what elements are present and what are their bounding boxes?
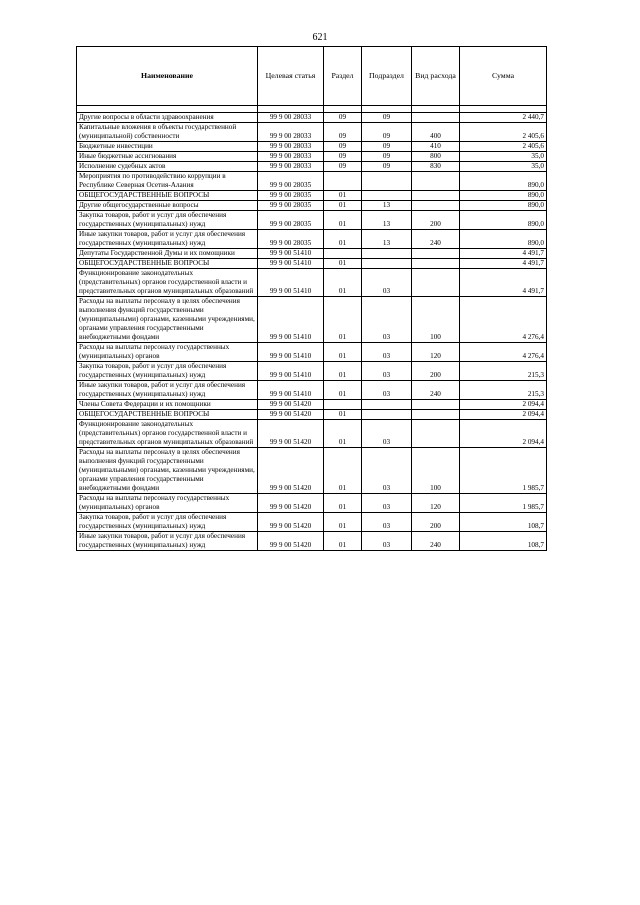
cell-sum: 215,3 — [460, 381, 547, 400]
spacer-cell — [460, 106, 547, 113]
cell-section: 09 — [324, 152, 362, 162]
cell-name: Закупка товаров, работ и услуг для обеспечения государственных (муниципальных) нужд — [77, 211, 258, 230]
table-row — [77, 362, 547, 381]
cell-sum: 2 440,7 — [460, 113, 547, 123]
table-row — [77, 420, 547, 448]
spacer-cell — [362, 106, 412, 113]
cell-subsection: 13 — [362, 230, 412, 249]
cell-kind — [412, 259, 460, 269]
cell-name: Расходы на выплаты персоналу государственных (муниципальных) органов — [77, 494, 258, 513]
table-row — [77, 172, 547, 191]
cell-name: Закупка товаров, работ и услуг для обеспечения государственных (муниципальных) нужд — [77, 362, 258, 381]
cell-name: Мероприятия по противодействию коррупции в Республике Северная Осетия-Алания — [77, 172, 258, 191]
table-row — [77, 381, 547, 400]
cell-subsection: 03 — [362, 362, 412, 381]
cell-subsection: 03 — [362, 494, 412, 513]
cell-subsection — [362, 400, 412, 410]
cell-name: Функционирование законодательных (представительных) органов государственной власти и представительных органов муниципальных образований — [77, 420, 258, 448]
cell-name: Расходы на выплаты персоналу в целях обеспечения выполнения функций государственными (муниципальными) органами, казенными учреждениями, органами управления государственными внебюджетными фондами — [77, 448, 258, 494]
cell-sum: 35,0 — [460, 152, 547, 162]
cell-subsection: 03 — [362, 532, 412, 551]
cell-subsection: 03 — [362, 381, 412, 400]
cell-section: 09 — [324, 142, 362, 152]
cell-kind: 200 — [412, 211, 460, 230]
cell-target: 99 9 00 51410 — [258, 269, 324, 297]
cell-kind: 410 — [412, 142, 460, 152]
cell-section: 01 — [324, 532, 362, 551]
cell-sum: 890,0 — [460, 172, 547, 191]
cell-name: Другие вопросы в области здравоохранения — [77, 113, 258, 123]
cell-section — [324, 400, 362, 410]
cell-sum: 4 491,7 — [460, 269, 547, 297]
cell-section — [324, 249, 362, 259]
cell-section: 09 — [324, 123, 362, 142]
cell-section — [324, 172, 362, 191]
cell-section: 01 — [324, 269, 362, 297]
cell-target: 99 9 00 28033 — [258, 142, 324, 152]
table-row — [77, 269, 547, 297]
cell-sum: 890,0 — [460, 191, 547, 201]
cell-sum: 35,0 — [460, 162, 547, 172]
cell-name: Расходы на выплаты персоналу в целях обеспечения выполнения функций государственными (муниципальными) органами, казенными учреждениями, органами управления государственными внебюджетными фондами — [77, 297, 258, 343]
cell-kind: 240 — [412, 532, 460, 551]
cell-target: 99 9 00 28033 — [258, 123, 324, 142]
table-row — [77, 249, 547, 259]
cell-target: 99 9 00 28035 — [258, 211, 324, 230]
cell-section: 01 — [324, 448, 362, 494]
cell-kind — [412, 420, 460, 448]
cell-target: 99 9 00 51420 — [258, 410, 324, 420]
cell-name: Закупка товаров, работ и услуг для обеспечения государственных (муниципальных) нужд — [77, 513, 258, 532]
cell-subsection — [362, 259, 412, 269]
cell-sum: 2 094,4 — [460, 420, 547, 448]
cell-kind: 240 — [412, 381, 460, 400]
cell-target: 99 9 00 51420 — [258, 448, 324, 494]
cell-section: 01 — [324, 230, 362, 249]
cell-section: 01 — [324, 420, 362, 448]
cell-name: ОБЩЕГОСУДАРСТВЕННЫЕ ВОПРОСЫ — [77, 191, 258, 201]
cell-subsection: 09 — [362, 152, 412, 162]
cell-sum: 2 405,6 — [460, 142, 547, 152]
cell-target: 99 9 00 51420 — [258, 532, 324, 551]
cell-section: 01 — [324, 343, 362, 362]
cell-name: ОБЩЕГОСУДАРСТВЕННЫЕ ВОПРОСЫ — [77, 259, 258, 269]
cell-target: 99 9 00 51410 — [258, 362, 324, 381]
header-section: Раздел — [324, 47, 362, 106]
cell-subsection — [362, 249, 412, 259]
table-header — [77, 47, 547, 106]
cell-target: 99 9 00 28035 — [258, 230, 324, 249]
header-target: Целевая статья — [258, 47, 324, 106]
cell-section: 01 — [324, 201, 362, 211]
cell-sum: 4 276,4 — [460, 343, 547, 362]
cell-sum: 890,0 — [460, 201, 547, 211]
table-row — [77, 123, 547, 142]
cell-kind: 400 — [412, 123, 460, 142]
cell-kind: 240 — [412, 230, 460, 249]
cell-kind: 830 — [412, 162, 460, 172]
cell-kind: 120 — [412, 494, 460, 513]
cell-kind — [412, 201, 460, 211]
cell-target: 99 9 00 51420 — [258, 494, 324, 513]
cell-subsection: 03 — [362, 343, 412, 362]
table-row — [77, 142, 547, 152]
cell-kind — [412, 410, 460, 420]
spacer-cell — [77, 106, 258, 113]
cell-sum: 2 094,4 — [460, 400, 547, 410]
cell-section: 01 — [324, 297, 362, 343]
cell-subsection: 13 — [362, 201, 412, 211]
cell-section: 01 — [324, 513, 362, 532]
cell-target: 99 9 00 28033 — [258, 162, 324, 172]
header-subsection: Подраздел — [362, 47, 412, 106]
cell-target: 99 9 00 51410 — [258, 343, 324, 362]
cell-section: 01 — [324, 410, 362, 420]
spacer-cell — [324, 106, 362, 113]
cell-target: 99 9 00 51410 — [258, 381, 324, 400]
table-row — [77, 297, 547, 343]
cell-kind: 200 — [412, 362, 460, 381]
table-row — [77, 532, 547, 551]
cell-section: 09 — [324, 162, 362, 172]
cell-subsection: 09 — [362, 162, 412, 172]
cell-target: 99 9 00 51420 — [258, 420, 324, 448]
cell-name: Исполнение судебных актов — [77, 162, 258, 172]
cell-subsection: 03 — [362, 420, 412, 448]
cell-sum: 4 276,4 — [460, 297, 547, 343]
table-row — [77, 259, 547, 269]
cell-sum: 4 491,7 — [460, 249, 547, 259]
cell-kind: 120 — [412, 343, 460, 362]
cell-kind — [412, 249, 460, 259]
cell-name: Иные закупки товаров, работ и услуг для обеспечения государственных (муниципальных) нужд — [77, 230, 258, 249]
cell-kind: 200 — [412, 513, 460, 532]
spacer-cell — [412, 106, 460, 113]
cell-section: 01 — [324, 259, 362, 269]
cell-kind — [412, 400, 460, 410]
page-number: 621 — [312, 32, 328, 43]
cell-subsection: 03 — [362, 448, 412, 494]
spacer-cell — [258, 106, 324, 113]
cell-section: 01 — [324, 494, 362, 513]
cell-sum: 890,0 — [460, 230, 547, 249]
header-sum: Сумма — [460, 47, 547, 106]
cell-kind — [412, 172, 460, 191]
header-name: Наименование — [77, 47, 258, 106]
header-kind: Вид расхода — [412, 47, 460, 106]
cell-target: 99 9 00 28033 — [258, 113, 324, 123]
table-row — [77, 201, 547, 211]
cell-target: 99 9 00 51410 — [258, 259, 324, 269]
cell-section: 01 — [324, 381, 362, 400]
cell-sum: 890,0 — [460, 211, 547, 230]
cell-target: 99 9 00 28035 — [258, 201, 324, 211]
budget-table — [76, 46, 547, 551]
cell-sum: 1 985,7 — [460, 448, 547, 494]
cell-target: 99 9 00 51420 — [258, 400, 324, 410]
cell-kind: 100 — [412, 297, 460, 343]
cell-kind — [412, 269, 460, 297]
cell-sum: 4 491,7 — [460, 259, 547, 269]
cell-subsection — [362, 172, 412, 191]
table-row — [77, 152, 547, 162]
cell-subsection: 03 — [362, 513, 412, 532]
spacer-row — [77, 106, 547, 113]
cell-name: Депутаты Государственной Думы и их помощники — [77, 249, 258, 259]
cell-subsection: 03 — [362, 269, 412, 297]
cell-subsection: 09 — [362, 142, 412, 152]
cell-target: 99 9 00 28035 — [258, 172, 324, 191]
cell-name: Иные закупки товаров, работ и услуг для обеспечения государственных (муниципальных) нужд — [77, 381, 258, 400]
cell-kind — [412, 191, 460, 201]
cell-name: ОБЩЕГОСУДАРСТВЕННЫЕ ВОПРОСЫ — [77, 410, 258, 420]
cell-sum: 215,3 — [460, 362, 547, 381]
cell-name: Бюджетные инвестиции — [77, 142, 258, 152]
table-row — [77, 162, 547, 172]
table-body — [77, 106, 547, 551]
table-row — [77, 494, 547, 513]
table-row — [77, 191, 547, 201]
table-row — [77, 513, 547, 532]
cell-sum: 2 405,6 — [460, 123, 547, 142]
cell-target: 99 9 00 28033 — [258, 152, 324, 162]
table-row — [77, 211, 547, 230]
cell-name: Иные закупки товаров, работ и услуг для обеспечения государственных (муниципальных) нужд — [77, 532, 258, 551]
cell-target: 99 9 00 51420 — [258, 513, 324, 532]
cell-subsection: 09 — [362, 113, 412, 123]
table-row — [77, 448, 547, 494]
cell-target: 99 9 00 28035 — [258, 191, 324, 201]
cell-sum: 2 094,4 — [460, 410, 547, 420]
cell-subsection — [362, 191, 412, 201]
table-row — [77, 410, 547, 420]
cell-section: 01 — [324, 211, 362, 230]
cell-section: 09 — [324, 113, 362, 123]
cell-kind: 100 — [412, 448, 460, 494]
cell-name: Капитальные вложения в объекты государственной (муниципальной) собственности — [77, 123, 258, 142]
cell-section: 01 — [324, 191, 362, 201]
cell-name: Члены Совета Федерации и их помощники — [77, 400, 258, 410]
cell-subsection: 09 — [362, 123, 412, 142]
cell-subsection: 13 — [362, 211, 412, 230]
cell-name: Иные бюджетные ассигнования — [77, 152, 258, 162]
cell-name: Другие общегосударственные вопросы — [77, 201, 258, 211]
table-row — [77, 230, 547, 249]
table-row — [77, 113, 547, 123]
cell-section: 01 — [324, 362, 362, 381]
cell-name: Функционирование законодательных (представительных) органов государственной власти и представительных органов муниципальных образований — [77, 269, 258, 297]
cell-target: 99 9 00 51410 — [258, 249, 324, 259]
cell-sum: 108,7 — [460, 513, 547, 532]
cell-sum: 1 985,7 — [460, 494, 547, 513]
cell-target: 99 9 00 51410 — [258, 297, 324, 343]
cell-kind — [412, 113, 460, 123]
cell-kind: 800 — [412, 152, 460, 162]
cell-sum: 108,7 — [460, 532, 547, 551]
table-row — [77, 400, 547, 410]
cell-subsection — [362, 410, 412, 420]
cell-subsection: 03 — [362, 297, 412, 343]
cell-name: Расходы на выплаты персоналу государственных (муниципальных) органов — [77, 343, 258, 362]
table-row — [77, 343, 547, 362]
